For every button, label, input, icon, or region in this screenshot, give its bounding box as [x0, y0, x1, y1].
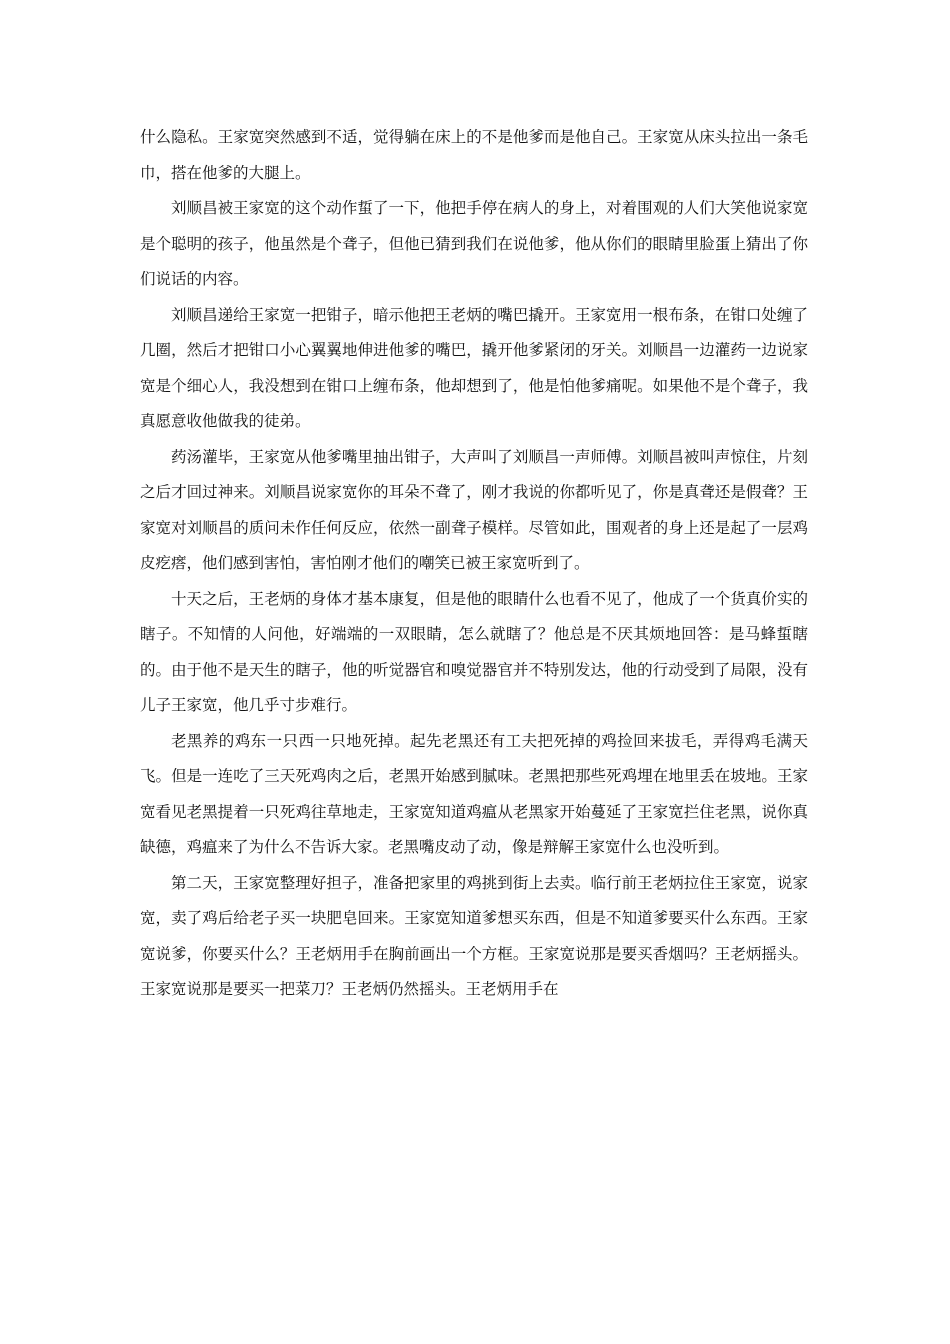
document-body — [140, 120, 808, 1008]
paragraph: 老黑养的鸡东一只西一只地死掉。起先老黑还有工夫把死掉的鸡捡回来拔毛，弄得鸡毛满天飞。但是一连吃了三天死鸡肉之后，老黑开始感到腻味。老黑把那些死鸡埋在地里丢在坡地。王家宽看见老黑提着一只死鸡往草地走，王家宽知道鸡瘟从老黑家开始蔓延了王家宽拦住老黑，说你真缺德，鸡瘟来了为什么不告诉大家。老黑嘴皮动了动，像是辩解王家宽什么也没听到。 — [140, 731, 808, 856]
paragraph: 刘顺昌递给王家宽一把钳子，暗示他把王老炳的嘴巴撬开。王家宽用一根布条，在钳口处缠了几圈，然后才把钳口小心翼翼地伸进他爹的嘴巴，撬开他爹紧闭的牙关。刘顺昌一边灌药一边说家宽是个细心人，我没想到在钳口上缠布条，他却想到了，他是怕他爹痛呢。如果他不是个聋子，我真愿意收他做我的徒弟。 — [140, 305, 808, 430]
paragraph: 十天之后，王老炳的身体才基本康复，但是他的眼睛什么也看不见了，他成了一个货真价实的瞎子。不知情的人问他，好端端的一双眼睛，怎么就瞎了？他总是不厌其烦地回答：是马蜂蜇瞎的。由于他不是天生的瞎子，他的听觉器官和嗅觉器官并不特别发达，他的行动受到了局限，没有儿子王家宽，他几乎寸步难行。 — [140, 589, 808, 714]
paragraph: 刘顺昌被王家宽的这个动作蜇了一下，他把手停在病人的身上，对着围观的人们大笑他说家宽是个聪明的孩子，他虽然是个聋子，但他已猜到我们在说他爹，他从你们的眼睛里脸蛋上猜出了你们说话的内容。 — [140, 199, 808, 288]
paragraph: 第二天，王家宽整理好担子，准备把家里的鸡挑到街上去卖。临行前王老炳拉住王家宽，说家宽，卖了鸡后给老子买一块肥皂回来。王家宽知道爹想买东西，但是不知道爹要买什么东西。王家宽说爹，你要买什么？王老炳用手在胸前画出一个方框。王家宽说那是要买香烟吗？王老炳摇头。王家宽说那是要买一把菜刀？王老炳仍然摇头。王老炳用手在 — [140, 873, 808, 998]
paragraph-continued: 什么隐私。王家宽突然感到不适，觉得躺在床上的不是他爹而是他自己。王家宽从床头拉出一条毛巾，搭在他爹的大腿上。 — [140, 128, 808, 182]
paragraph: 药汤灌毕，王家宽从他爹嘴里抽出钳子，大声叫了刘顺昌一声师傅。刘顺昌被叫声惊住，片刻之后才回过神来。刘顺昌说家宽你的耳朵不聋了，刚才我说的你都听见了，你是真聋还是假聋？王家宽对刘顺昌的质问未作任何反应，依然一副聋子模样。尽管如此，围观者的身上还是起了一层鸡皮疙瘩，他们感到害怕，害怕刚才他们的嘲笑已被王家宽听到了。 — [140, 447, 808, 572]
